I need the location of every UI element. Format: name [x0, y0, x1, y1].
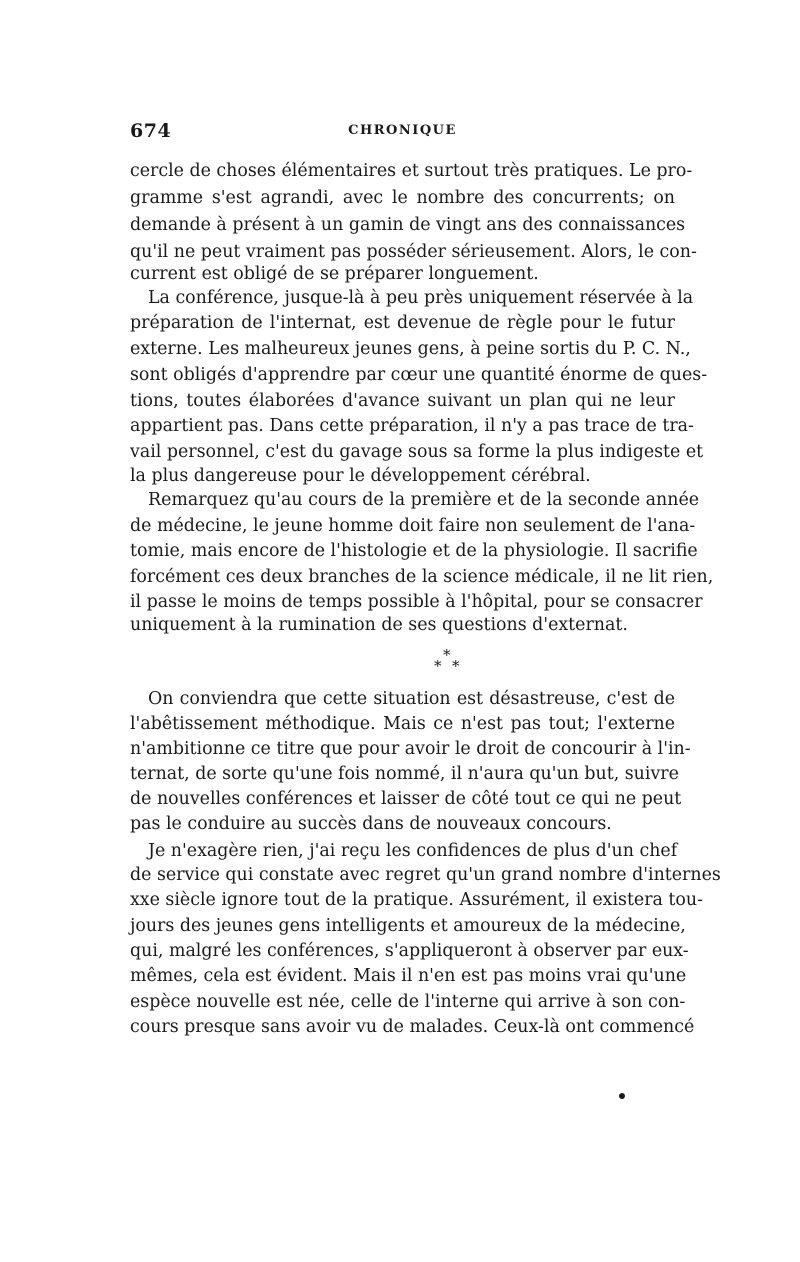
- text-line: l'abêtissement méthodique. Mais ce n'est pas tout; l'externe: [130, 714, 675, 734]
- text-line: de service qui constate avec regret qu'un grand nombre d'internes: [130, 865, 721, 885]
- page-number: 674: [130, 120, 172, 142]
- text-line: externe. Les malheureux jeunes gens, à peine sortis du P. C. N.,: [130, 339, 691, 359]
- text-line: cours presque sans avoir vu de malades. Ceux-là ont commencé: [130, 1017, 695, 1037]
- asterism-star: *: [434, 657, 442, 675]
- text-line: La conférence, jusque-là à peu près uniquement réservée à la: [148, 288, 694, 308]
- text-line: pas le conduire au succès dans de nouveaux concours.: [130, 814, 612, 834]
- text-line: sont obligés d'apprendre par cœur une quantité énorme de ques-: [130, 365, 708, 385]
- text-line: cercle de choses élémentaires et surtout très pratiques. Le pro-: [130, 161, 693, 181]
- section-asterism: [430, 648, 470, 678]
- running-title: CHRONIQUE: [348, 123, 457, 138]
- text-line: appartient pas. Dans cette préparation, il n'y a pas trace de tra-: [130, 416, 694, 436]
- asterism-star: *: [443, 646, 451, 664]
- text-line: la plus dangereuse pour le développement cérébral.: [130, 466, 591, 486]
- text-line: current est obligé de se préparer longuement.: [130, 264, 539, 284]
- text-line: de médecine, le jeune homme doit faire non seulement de l'ana-: [130, 516, 696, 536]
- text-line: vail personnel, c'est du gavage sous sa forme la plus indigeste et: [130, 442, 704, 462]
- text-line: Remarquez qu'au cours de la première et de la seconde année: [148, 490, 700, 510]
- text-line: de nouvelles conférences et laisser de côté tout ce qui ne peut: [130, 789, 682, 809]
- text-line: espèce nouvelle est née, celle de l'interne qui arrive à son con-: [130, 992, 686, 1012]
- text-line: Je n'exagère rien, j'ai reçu les confidences de plus d'un chef: [148, 841, 678, 861]
- text-line: qu'il ne peut vraiment pas posséder sérieusement. Alors, le con-: [130, 242, 697, 262]
- text-line: tions, toutes élaborées d'avance suivant un plan qui ne leur: [130, 391, 675, 411]
- text-line: gramme s'est agrandi, avec le nombre des concurrents; on: [130, 188, 675, 208]
- text-line: mêmes, cela est évident. Mais il n'en est pas moins vrai qu'une: [130, 966, 687, 986]
- text-line: xxe siècle ignore tout de la pratique. Assurément, il existera tou-: [130, 890, 703, 910]
- text-line: tomie, mais encore de l'histologie et de la physiologie. Il sacrifie: [130, 541, 698, 561]
- text-line: On conviendra que cette situation est désastreuse, c'est de: [148, 689, 675, 709]
- ink-speck: [619, 1093, 625, 1099]
- text-line: il passe le moins de temps possible à l'hôpital, pour se consacrer: [130, 592, 703, 612]
- text-line: demande à présent à un gamin de vingt ans des connaissances: [130, 215, 686, 235]
- text-line: uniquement à la rumination de ses questions d'externat.: [130, 615, 628, 635]
- page-header: [130, 120, 675, 144]
- asterism-star: *: [452, 657, 460, 675]
- text-line: préparation de l'internat, est devenue de règle pour le futur: [130, 313, 675, 333]
- text-line: jours des jeunes gens intelligents et amoureux de la médecine,: [130, 916, 686, 936]
- text-line: n'ambitionne ce titre que pour avoir le droit de concourir à l'in-: [130, 739, 691, 759]
- text-line: forcément ces deux branches de la science médicale, il ne lit rien,: [130, 567, 714, 587]
- text-line: qui, malgré les conférences, s'appliqueront à observer par eux-: [130, 941, 689, 961]
- text-line: ternat, de sorte qu'une fois nommé, il n'aura qu'un but, suivre: [130, 764, 679, 784]
